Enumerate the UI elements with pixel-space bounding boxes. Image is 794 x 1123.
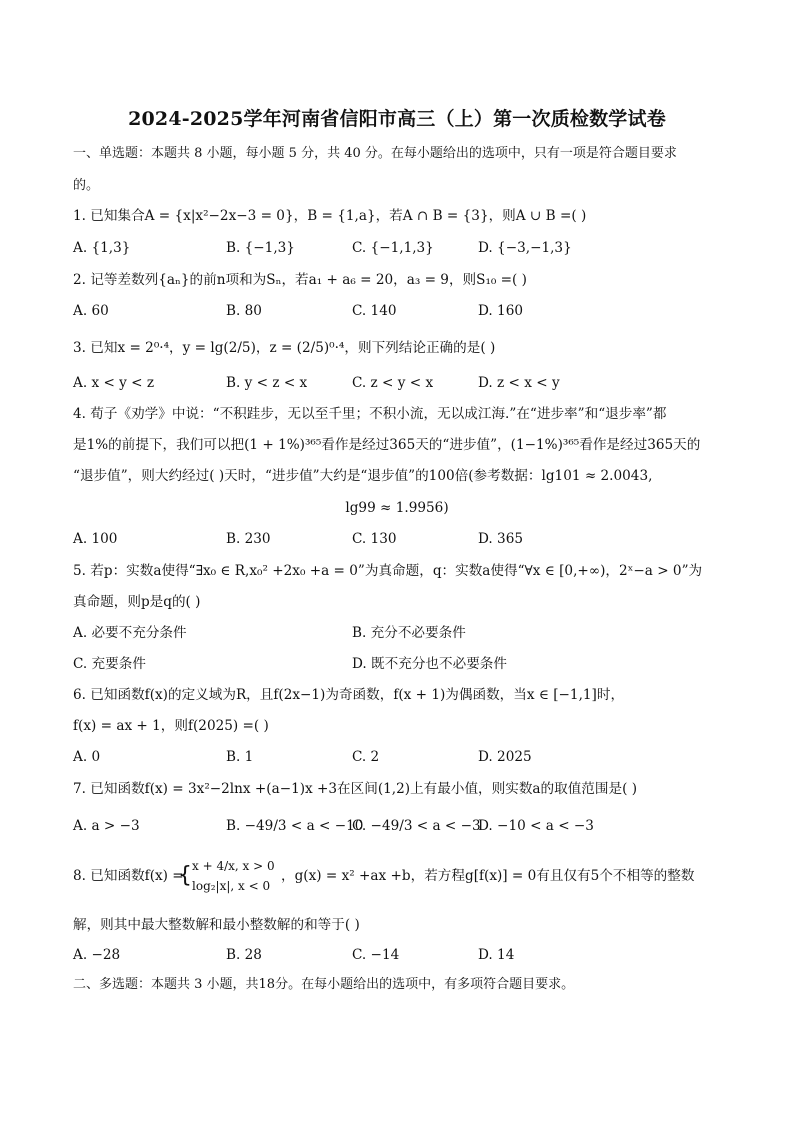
- question-7-option-a: A. a > −3: [73, 818, 140, 834]
- piecewise-case-1: x + 4/x, x > 0: [192, 859, 275, 873]
- question-2-stem: 2. 记等差数列{aₙ}的前n项和为Sₙ，若a₁ + a₆ = 20，a₃ = 9，则S₁₀ =( ): [73, 272, 527, 288]
- question-8-prefix: 8. 已知函数f(x) =: [73, 868, 184, 884]
- question-6-option-d: D. 2025: [478, 749, 532, 765]
- question-6-option-b: B. 1: [226, 749, 254, 765]
- question-4-option-a: A. 100: [73, 531, 118, 547]
- question-8-option-b: B. 28: [226, 947, 262, 963]
- question-6-line-1: 6. 已知函数f(x)的定义域为R，且f(2x−1)为奇函数，f(x + 1)为偶函数，当x ∈ [−1,1]时，: [73, 687, 625, 703]
- question-3-option-a: A. x < y < z: [73, 375, 155, 391]
- question-7-stem: 7. 已知函数f(x) = 3x²−2lnx +(a−1)x +3在区间(1,2)上有最小值，则实数a的取值范围是( ): [73, 781, 638, 797]
- question-8-line-2: 解，则其中最大整数解和最小整数解的和等于( ): [73, 917, 360, 933]
- question-4-line-4: lg99 ≈ 1.9956): [345, 500, 449, 516]
- piecewise-brace: {: [178, 863, 192, 888]
- question-5-option-c: C. 充要条件: [73, 656, 146, 672]
- question-2-option-d: D. 160: [478, 303, 524, 319]
- question-4-option-d: D. 365: [478, 531, 524, 547]
- question-3-option-d: D. z < x < y: [478, 375, 560, 391]
- question-3-option-b: B. y < z < x: [226, 375, 308, 391]
- question-7-option-b: B. −49/3 < a < −10: [226, 818, 364, 834]
- question-8-stem-suffix: ，g(x) = x² +ax +b，若方程g[f(x)] = 0有且仅有5个不相等的整数: [281, 868, 695, 884]
- question-3-option-c: C. z < y < x: [352, 375, 434, 391]
- exam-title: 2024-2025学年河南省信阳市高三（上）第一次质检数学试卷: [128, 108, 666, 130]
- question-5-option-d: D. 既不充分也不必要条件: [352, 656, 507, 672]
- question-4-option-c: C. 130: [352, 531, 397, 547]
- question-6-option-a: A. 0: [73, 749, 101, 765]
- question-1-stem: 1. 已知集合A = {x|x²−2x−3 = 0}，B = {1,a}，若A ∩ B = {3}，则A ∪ B =( ): [73, 208, 587, 224]
- question-8-option-c: C. −14: [352, 947, 400, 963]
- question-7-option-d: D. −10 < a < −3: [478, 818, 594, 834]
- question-1-option-b: B. {−1,3}: [226, 240, 295, 256]
- question-2-option-a: A. 60: [73, 303, 109, 319]
- question-1-option-d: D. {−3,−1,3}: [478, 240, 572, 256]
- question-6-line-2: f(x) = ax + 1，则f(2025) =( ): [73, 718, 269, 734]
- question-8-option-a: A. −28: [73, 947, 121, 963]
- question-4-line-1: 4. 荀子《劝学》中说：“不积跬步，无以至千里；不积小流，无以成江海.”在“进步率”和“退步率”都: [73, 406, 667, 422]
- question-8-option-d: D. 14: [478, 947, 515, 963]
- question-1-option-c: C. {−1,1,3}: [352, 240, 434, 256]
- question-6-option-c: C. 2: [352, 749, 380, 765]
- question-1-option-a: A. {1,3}: [73, 240, 131, 256]
- question-2-option-c: C. 140: [352, 303, 397, 319]
- question-5-option-a: A. 必要不充分条件: [73, 625, 187, 641]
- question-3-stem: 3. 已知x = 2⁰·⁴，y = lg(2/5)，z = (2/5)⁰·⁴，则下列结论正确的是( ): [73, 340, 496, 356]
- section-2-instructions: 二、多选题：本题共 3 小题，共18分。在每小题给出的选项中，有多项符合题目要求。: [73, 977, 575, 992]
- question-4-option-b: B. 230: [226, 531, 271, 547]
- question-7-option-c: C. −49/3 < a < −3: [352, 818, 481, 834]
- question-4-line-2: 是1%的前提下，我们可以把(1 + 1%)³⁶⁵看作是经过365天的“进步值”，(1−1%)³⁶⁵看作是经过365天的: [73, 437, 701, 453]
- section-1-instructions-cont: 的。: [73, 178, 100, 193]
- question-5-option-b: B. 充分不必要条件: [352, 625, 466, 641]
- section-1-instructions: 一、单选题：本题共 8 小题，每小题 5 分，共 40 分。在每小题给出的选项中，只有一项是符合题目要求: [73, 146, 677, 161]
- question-5-line-1: 5. 若p：实数a使得“∃x₀ ∈ R,x₀² +2x₀ +a = 0”为真命题，q：实数a使得“∀x ∈ [0,+∞)，2ˣ−a > 0”为: [73, 563, 703, 579]
- question-2-option-b: B. 80: [226, 303, 262, 319]
- question-4-line-3: “退步值”，则大约经过( )天时，“进步值”大约是“退步值”的100倍(参考数据：lg101 ≈ 2.0043,: [73, 468, 653, 484]
- piecewise-case-2: log₂|x|, x < 0: [192, 879, 271, 893]
- question-5-line-2: 真命题，则p是q的( ): [73, 594, 201, 610]
